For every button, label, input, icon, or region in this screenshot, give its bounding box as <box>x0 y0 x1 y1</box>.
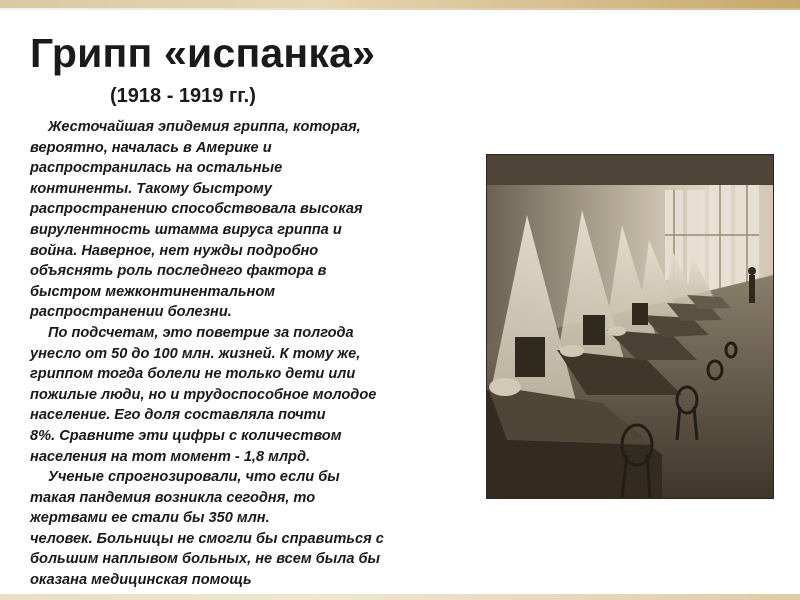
body-line: такая пандемия возникла сегодня, то <box>30 489 316 506</box>
body-line: Жесточайшая эпидемия гриппа, которая, <box>48 119 361 135</box>
body-line: вирулентность штамма вируса гриппа и <box>30 221 342 238</box>
top-decor-band <box>0 0 800 8</box>
slide-subtitle: (1918 - 1919 гг.) <box>110 85 256 107</box>
body-line: население. Его доля составляла почти <box>30 407 326 424</box>
body-line: вероятно, началась в Америке и <box>30 139 272 156</box>
body-line: населения на тот момент - 1,8 млрд. <box>30 448 311 465</box>
body-line: пожилые люди, но и трудоспособное молодое <box>30 386 377 403</box>
body-line: оказана медицинская помощь <box>30 572 252 589</box>
top-decor-line <box>0 8 800 10</box>
slide-body-text <box>30 117 460 591</box>
body-line: быстром межконтинентальном <box>30 283 276 300</box>
body-line: континенты. Такому быстрому <box>30 180 272 197</box>
body-line: гриппом тогда болели не только дети или <box>30 366 356 383</box>
body-line: 8%. Сравните эти цифры с количеством <box>30 427 342 444</box>
bottom-decor-band <box>0 594 800 600</box>
body-line: Ученые спрогнозировали, что если бы <box>48 469 340 486</box>
body-line: большим наплывом больных, не всем была бы <box>30 551 381 568</box>
body-line: распространению способствовала высокая <box>30 201 363 218</box>
body-line: человек. Больницы не смогли бы справиться с <box>30 530 384 547</box>
slide-title: Грипп «испанка» <box>30 30 376 76</box>
body-line: объяснять роль последнего фактора в <box>30 263 327 280</box>
body-line: жертвами ее стали бы 350 млн. <box>30 510 270 527</box>
hospital-ward-photo <box>487 155 773 498</box>
body-line: распространилась на остальные <box>30 160 283 177</box>
body-line: распространении болезни. <box>30 304 232 321</box>
body-line: война. Наверное, нет нужды подробно <box>30 242 319 259</box>
body-line: унесло от 50 до 100 млн. жизней. К тому же, <box>30 345 361 362</box>
body-line: По подсчетам, это поветрие за полгода <box>48 324 354 341</box>
